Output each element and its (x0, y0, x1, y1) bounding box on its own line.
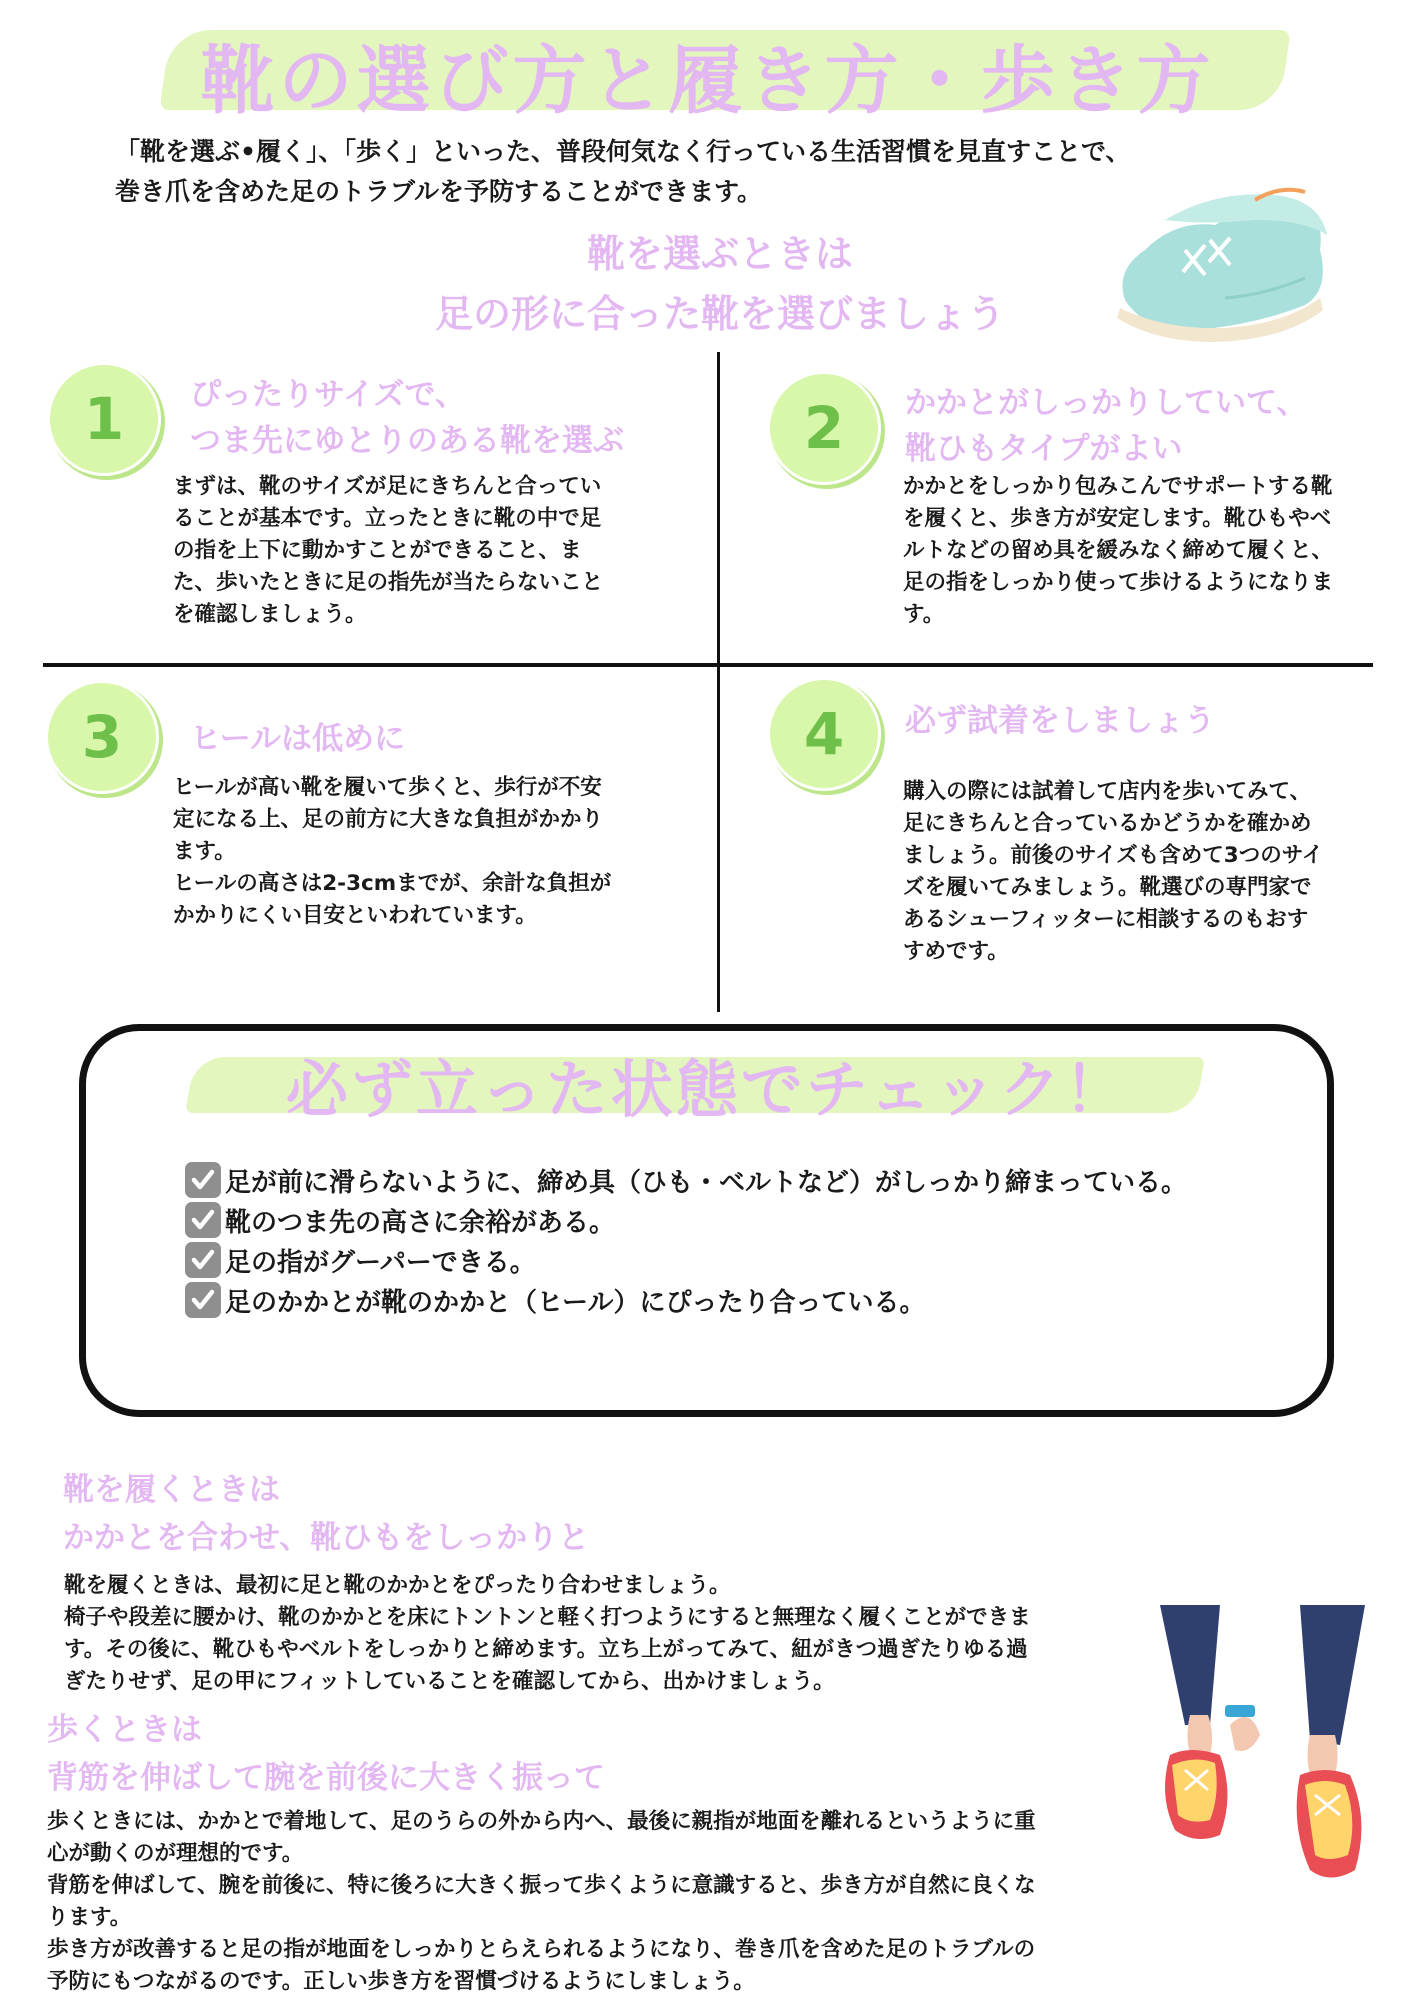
walk-heading-line: 背筋を伸ばして腕を前後に大きく振って (47, 1760, 605, 1796)
intro-line: 「靴を選ぶ•履く」、「歩く」といった、普段何気なく行っている生活習慣を見直すことで、 (115, 137, 1131, 166)
point-heading-line: つま先にゆとりのある靴を選ぶ (190, 423, 624, 459)
point-heading (905, 698, 1215, 744)
point-heading (905, 380, 1307, 472)
walk-body-line: 心が動くのが理想的です。 (47, 1841, 304, 1866)
checklist-item-text: 靴のつま先の高さに余裕がある。 (225, 1207, 616, 1238)
point-heading-line: ヒールは低めに (190, 721, 406, 757)
point-body-line: 定になる上、足の前方に大きな負担がかかり (173, 807, 604, 832)
point-body-line: ます。 (173, 839, 236, 864)
wear-heading-line: かかとを合わせ、靴ひもをしっかりと (63, 1520, 590, 1556)
walk-heading (47, 1706, 605, 1802)
point-heading (190, 372, 624, 464)
wear-body (64, 1570, 1031, 1698)
point-number-badge: 3 (48, 683, 156, 791)
point-body-line: を履くと、歩き方が安定します。靴ひもやベ (903, 506, 1332, 531)
check-mark-icon (185, 1242, 221, 1278)
walk-body-line: 歩くときには、かかとで着地して、足のうらの外から内へ、最後に親指が地面を離れるというように重 (47, 1809, 1036, 1834)
checklist-title: 必ず立った状態でチェック！ (285, 1053, 1130, 1126)
point-number-badge: 1 (50, 365, 158, 473)
point-body-line: 足の指をしっかり使って歩けるようになりま (903, 570, 1334, 595)
point-body-line: を確認しましょう。 (173, 602, 367, 627)
point-number-badge: 2 (770, 374, 878, 482)
choose-heading-line: 靴を選ぶときは (586, 232, 853, 276)
grid-divider-vertical (717, 352, 720, 1012)
checklist-item-text: 足のかかとが靴のかかと（ヒール）にぴったり合っている。 (225, 1287, 926, 1318)
sneaker-illustration (1105, 180, 1335, 350)
point-body-line: ヒールの高さは2-3cmまでが、余計な負担が (173, 871, 612, 896)
point-body-line: す。 (903, 602, 945, 627)
choose-heading (320, 224, 1120, 344)
checklist (185, 1160, 1187, 1320)
walk-body-line: ります。 (47, 1905, 132, 1930)
point-body-line: た、歩いたときに足の指先が当たらないこと (173, 570, 604, 595)
check-mark-icon (185, 1282, 221, 1318)
wear-body-line: ぎたりせず、足の甲にフィットしていることを確認してから、出かけましょう。 (64, 1669, 835, 1694)
point-body-line: ましょう。前後のサイズも含めて3つのサイ (903, 843, 1324, 868)
point-body-line: すめです。 (903, 939, 1009, 964)
walk-body-line: 歩き方が改善すると足の指が地面をしっかりとらえられるようになり、巻き爪を含めた足のトラブルの (47, 1937, 1036, 1962)
intro-line: 巻き爪を含めた足のトラブルを予防することができます。 (115, 177, 763, 206)
point-body (903, 776, 1323, 968)
check-mark-icon (185, 1162, 221, 1198)
point-body-line: 購入の際には試着して店内を歩いてみて、 (903, 779, 1312, 804)
checklist-item-text: 足の指がグーパーできる。 (225, 1247, 536, 1278)
point-body-line: の指を上下に動かすことができること、ま (173, 538, 582, 563)
wear-body-line: 靴を履くときは、最初に足と靴のかかとをぴったり合わせましょう。 (64, 1573, 731, 1598)
checklist-item (185, 1200, 1187, 1240)
point-heading-line: 靴ひもタイプがよい (905, 431, 1183, 467)
point-body-line: ルトなどの留め具を緩みなく締めて履くと、 (903, 538, 1334, 563)
point-heading-line: ぴったりサイズで、 (190, 377, 466, 413)
checklist-item-text: 足が前に滑らないように、締め具（ひも・ベルトなど）がしっかり締まっている。 (225, 1167, 1188, 1198)
wear-heading-line: 靴を履くときは (63, 1472, 280, 1508)
walk-heading-line: 歩くときは (47, 1712, 202, 1748)
choose-heading-line: 足の形に合った靴を選びましょう (434, 292, 1005, 336)
grid-divider-horizontal (43, 663, 1373, 667)
checklist-item (185, 1240, 1187, 1280)
point-number-badge: 4 (770, 680, 878, 788)
point-body (173, 471, 603, 631)
point-body-line: あるシューフィッターに相談するのもおす (903, 907, 1309, 932)
point-body-line: かかとをしっかり包みこんでサポートする靴 (903, 474, 1333, 499)
point-heading-line: 必ず試着をしましょう (905, 703, 1215, 739)
walk-body-line: 背筋を伸ばして、腕を前後に、特に後ろに大きく振って歩くように意識すると、歩き方が自然に良くな (47, 1873, 1036, 1898)
wear-heading (63, 1466, 589, 1562)
shoelace-tying-illustration (1150, 1605, 1380, 1895)
point-heading (190, 716, 405, 762)
checklist-item (185, 1160, 1187, 1200)
point-body-line: 足にきちんと合っているかどうかを確かめ (903, 811, 1312, 836)
point-heading-line: かかとがしっかりしていて、 (905, 385, 1308, 421)
check-mark-icon (185, 1202, 221, 1238)
point-body-line: ヒールが高い靴を履いて歩くと、歩行が不安 (173, 775, 602, 800)
point-body-line: かかりにくい目安といわれています。 (173, 903, 537, 928)
point-body (173, 772, 611, 932)
wear-body-line: す。その後に、靴ひもやベルトをしっかりと締めます。立ち上がってみて、紐がきつ過ぎたりゆる過 (64, 1637, 1028, 1662)
wear-body-line: 椅子や段差に腰かけ、靴のかかとを床にトントンと軽く打つようにすると無理なく履くことができま (64, 1605, 1031, 1630)
point-body (903, 471, 1333, 631)
page-title: 靴の選び方と履き方・歩き方 (200, 38, 1215, 124)
walk-body (47, 1806, 1036, 1998)
point-body-line: ることが基本です。立ったときに靴の中で足 (173, 506, 602, 531)
walk-body-line: 予防にもつながるのです。正しい歩き方を習慣づけるようにしましょう。 (47, 1969, 755, 1994)
point-body-line: まずは、靴のサイズが足にきちんと合ってい (173, 474, 602, 499)
checklist-item (185, 1280, 1187, 1320)
point-body-line: ズを履いてみましょう。靴選びの専門家で (903, 875, 1312, 900)
